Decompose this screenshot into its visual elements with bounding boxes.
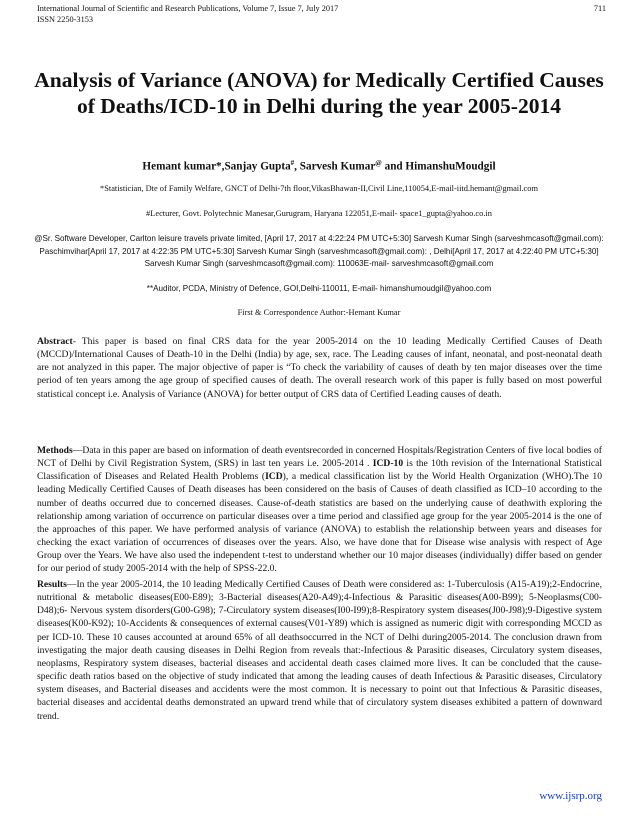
author-4: and HimanshuMoudgil [381,160,496,173]
author-list [30,159,608,173]
author-1: Hemant kumar*, [142,160,225,173]
author-2-mark: # [290,159,295,167]
affiliation-2: #Lecturer, Govt. Polytechnic Manesar,Gurugram, Haryana 122051,E-mail- space1_gupta@yahoo.co.in [146,209,492,218]
affiliation-1: *Statistician, Dte of Family Welfare, GNCT of Delhi-7th floor,VikasBhawan-II,Civil Line,110054,E-mail-iitd.hemant@gmail.com [100,184,538,193]
abstract-paragraph [37,335,602,401]
methods-label: Methods [37,445,73,456]
methods-text-2: is the 10th revision of the International Statistical Classification of Diseases and Related Health Problems ( [37,458,602,483]
abstract-label: Abstract [37,336,73,347]
running-header [37,4,338,25]
paper-title: Analysis of Variance (ANOVA) for Medically Certified Causes of Deaths/ICD-10 in Delhi during the year 2005-2014 [34,68,604,118]
affiliation-3: @Sr. Software Developer, Carlton leisure travels private limited, [April 17, 2017 at 4:22:24 PM UTC+5:30] Sarvesh Kumar Singh (sarveshmcasoft@gmail.com): Paschimvihar[April 17, 2017 at 4:22:35 PM UTC+5:30] Sarvesh Kumar Singh (sarveshmcasoft@gmail.com): , Delhi[April 17, 2017 at 4:22:40 PM UTC+5:30] Sarvesh Kumar Singh (sarveshmcasoft@gmail.com): 110063E-mail- sarveshmcasoft@gmail.com [34,234,604,268]
results-paragraph [37,578,602,723]
corresponding-author: First & Correspondence Author:-Hemant Kumar [237,308,401,317]
author-3: , Sarvesh Kumar [294,160,376,173]
author-3-mark: @ [375,159,382,167]
page-number: 711 [593,4,606,13]
methods-paragraph [37,444,602,576]
results-label: Results [37,579,67,590]
methods-text-3: ), a medical classification list by the World Health Organization (WHO).The 10 leading Medically Certified Causes of Death diseases has been considered on the basis of Causes of death classified as ICD–10 according to the number of deaths occurred due to concerned diseases. Cause-of-death statistics are based on the underlying cause of deathwith exploring the relationship among variation of occurrence on particular diseases over a time period and classified age group for the year 2005-2014 is the one of the approaches of this paper. We have performed analysis of variance (ANOVA) to establish the relationship between years and diseases for checking the exact variation of occurrences of diseases over the years. Also, we have done that for Disease wise analysis with respect of Age Group over the Years. We have also used the independent t-test to understand whether our 10 major diseases (individually) differ based on gender for our period of study 2005-2014 with the help of SPSS-22.0. [37,471,602,575]
methods-icd10: ICD-10 [372,458,404,470]
affiliation-4: **Auditor, PCDA, Ministry of Defence, GOI,Delhi-110011, E-mail- himanshumoudgil@yahoo.com [146,284,492,293]
issn: ISSN 2250-3153 [37,14,94,24]
abstract-text: - This paper is based on final CRS data for the year 2005-2014 on the 10 leading Medically Certified Causes of Death (MCCD)/International Causes of Death-10 in the Delhi (India) by age, sex, race. The Leading causes of infant, neonatal, and post-neonatal death are not analyzed in this paper. The major objective of paper is “To check the variability of causes of death by ten major diseases over the time period of ten years among the age group of specified causes of death. The overall research work of this paper is fully based on most powerful statistical concept i.e. Analysis of Variance (ANOVA) for better output of CRS data of Certified Leading causes of death. [37,336,602,400]
results-text: —In the year 2005-2014, the 10 leading Medically Certified Causes of Death were considered as: 1-Tuberculosis (A15-A19);2-Endocrine, nutritional & metabolic diseases(E00-E89); 3-Bacterial diseases(A20-A49);4-Infectious & Parasitic diseases(A00-B99); 5-Neoplasms(C00-D48);6- Nervous system disorders(G00-G98); 7-Circulatory system diseases(I00-I99);8-Respiratory system diseases(J00-J98);9-Digestive system diseases(K00-K92); 10-Accidents & consequences of external causes(V01-Y89) which is assigned as numeric digit with corresponding MCCD as per ICD-10. These 10 causes accounted at around 65% of all deathsoccurred in the NCT of Delhi during2005-2014. The conclusion drawn from investigating the major death causing diseases in Delhi Region from reveals that:-Infectious & Parasitic diseases, Circulatory system diseases, neoplasms, Respiratory system diseases, bacterial diseases and accidental death cases claimed more lives. It can be concluded that the cause-specific death ratios based on the objective of study indicated that among the leading causes of death Infectious & Parasitic diseases, Circulatory system diseases, and Bacterial diseases and accidents were the most common. It is necessary to point out that Infectious & Parasitic diseases, bacterial diseases and accidental deaths demonstrated an upward trend while that of circulatory system diseases exhibited a pattern of downward trend. [37,579,602,722]
author-2: Sanjay Gupta [224,160,291,173]
methods-text-1: —Data in this paper are based on information of death eventsrecorded in concerned Hospitals/Registration Centers of five local bodies of NCT of Delhi by Civil Registration System, (SRS) in last ten years i.e. 2005-2014 . [37,445,602,470]
methods-icd: ICD [265,471,283,483]
journal-website-link[interactable]: www.ijsrp.org [539,790,602,802]
journal-citation: International Journal of Scientific and Research Publications, Volume 7, Issue 7, July 2017 [37,4,339,13]
